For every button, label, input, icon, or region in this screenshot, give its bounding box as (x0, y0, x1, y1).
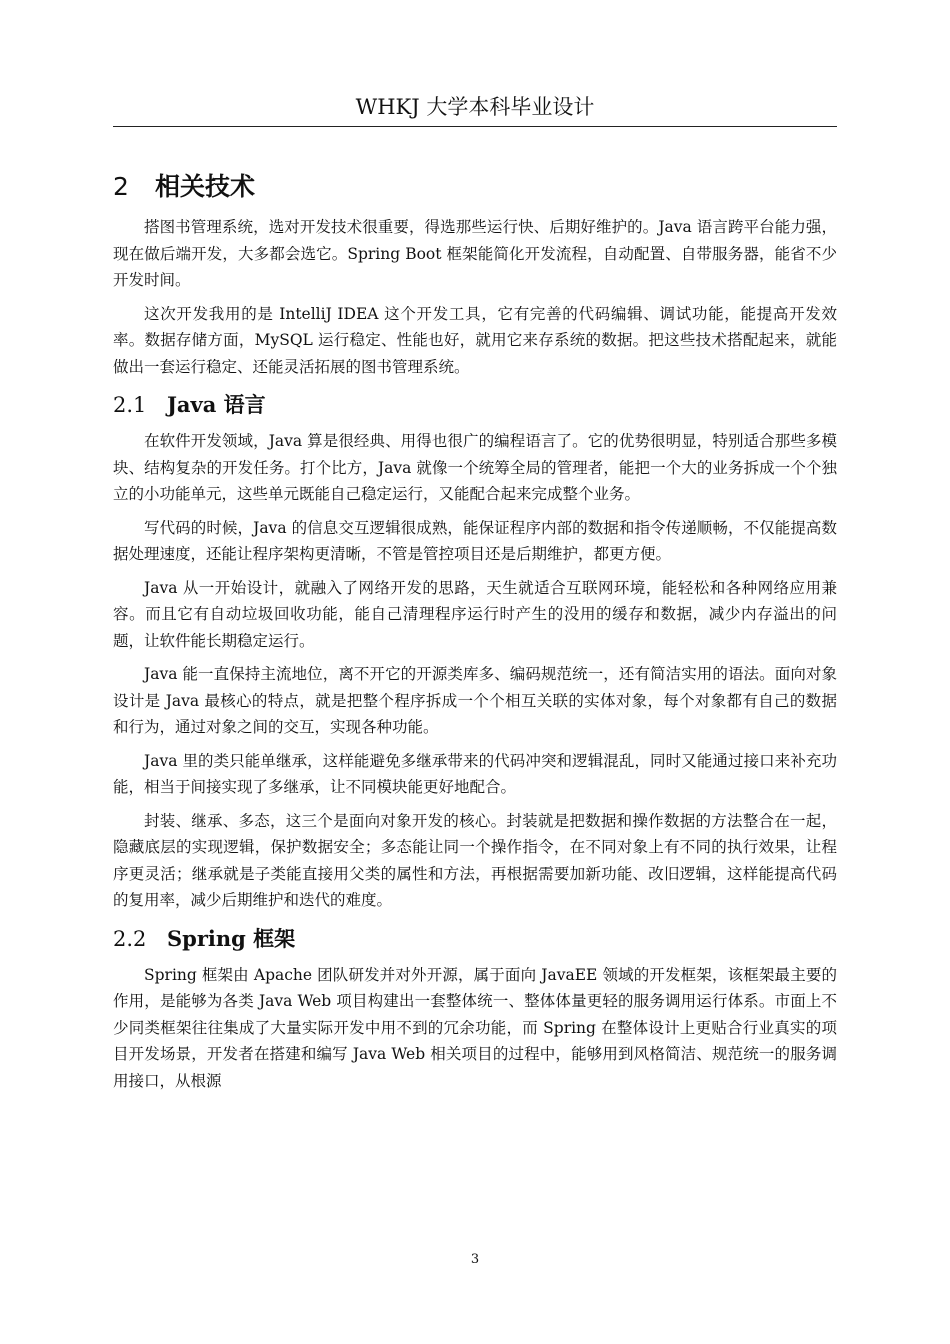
document-body (113, 168, 837, 1101)
paragraph: Java 从一开始设计，就融入了网络开发的思路，天生就适合互联网环境，能轻松和各种网络应用兼容。而且它有自动垃圾回收功能，能自己清理程序运行时产生的没用的缓存和数据，减少内存溢出的问题，让软件能长期稳定运行。 (113, 578, 837, 650)
paragraph: 搭图书管理系统，选对开发技术很重要，得选那些运行快、后期好维护的。Java 语言跨平台能力强，现在做后端开发，大多都会选它。Spring Boot 框架能简化开发流程，自动配置、自带服务器，能省不少开发时间。 (113, 218, 837, 289)
paragraph: 写代码的时候，Java 的信息交互逻辑很成熟，能保证程序内部的数据和指令传递顺畅，不仅能提高数据处理速度，还能让程序架构更清晰，不管是管控项目还是后期维护，都更方便。 (113, 518, 837, 563)
paragraph: 在软件开发领域，Java 算是很经典、用得也很广的编程语言了。它的优势很明显，特别适合那些多模块、结构复杂的开发任务。打个比方，Java 就像一个统筹全局的管理者，能把一个大的业务拆成一个个独立的小功能单元，这些单元既能自己稳定运行，又能配合起来完成整个业务。 (113, 432, 837, 503)
section-number: 2.2 (113, 926, 147, 951)
chapter-number: 2 (113, 172, 129, 201)
paragraph: Java 能一直保持主流地位，离不开它的开源类库多、编码规范统一，还有简洁实用的语法。面向对象设计是 Java 最核心的特点，就是把整个程序拆成一个个相互关联的实体对象，每个对象都有自己的数据和行为，通过对象之间的交互，实现各种功能。 (113, 665, 837, 736)
paragraph: Java 里的类只能单继承，这样能避免多继承带来的代码冲突和逻辑混乱，同时又能通过接口来补充功能，相当于间接实现了多继承，让不同模块能更好地配合。 (113, 751, 837, 796)
header-title: WHKJ 大学本科毕业设计 (355, 95, 595, 119)
paragraph: Spring 框架由 Apache 团队研发并对外开源，属于面向 JavaEE 领域的开发框架，该框架最主要的作用，是能够为各类 Java Web 项目构建出一套整体统一、整体体量更轻的服务调用运行体系。市面上不少同类框架往往集成了大量实际开发中用不到的冗余功能，而 Spring 在整体设计上更贴合行业真实的项目开发场景，开发者在搭建和编写 Java Web 相关项目的过程中，能够用到风格简洁、规范统一的服务调用接口，从根源 (113, 965, 837, 1090)
chapter-heading (113, 168, 837, 206)
section-title: Java 语言 (167, 392, 266, 417)
section-title: Spring 框架 (167, 925, 296, 951)
section-heading-2-2 (113, 924, 837, 954)
paragraph: 这次开发我用的是 IntelliJ IDEA 这个开发工具，它有完善的代码编辑、调试功能，能提高开发效率。数据存储方面，MySQL 运行稳定、性能也好，就用它来存系统的数据。把这些技术搭配起来，就能做出一套运行稳定、还能灵活拓展的图书管理系统。 (113, 304, 837, 376)
page-number: 3 (470, 1252, 480, 1267)
chapter-title: 相关技术 (155, 172, 256, 201)
page-header (113, 92, 837, 127)
section-heading-2-1 (113, 390, 837, 420)
paragraph: 封装、继承、多态，这三个是面向对象开发的核心。封装就是把数据和操作数据的方法整合在一起，隐藏底层的实现逻辑，保护数据安全；多态能让同一个操作指令，在不同对象上有不同的执行效果，让程序更灵活；继承就是子类能直接用父类的属性和方法，再根据需要加新功能、改旧逻辑，这样能提高代码的复用率，减少后期维护和迭代的难度。 (113, 811, 837, 909)
section-number: 2.1 (113, 393, 147, 417)
